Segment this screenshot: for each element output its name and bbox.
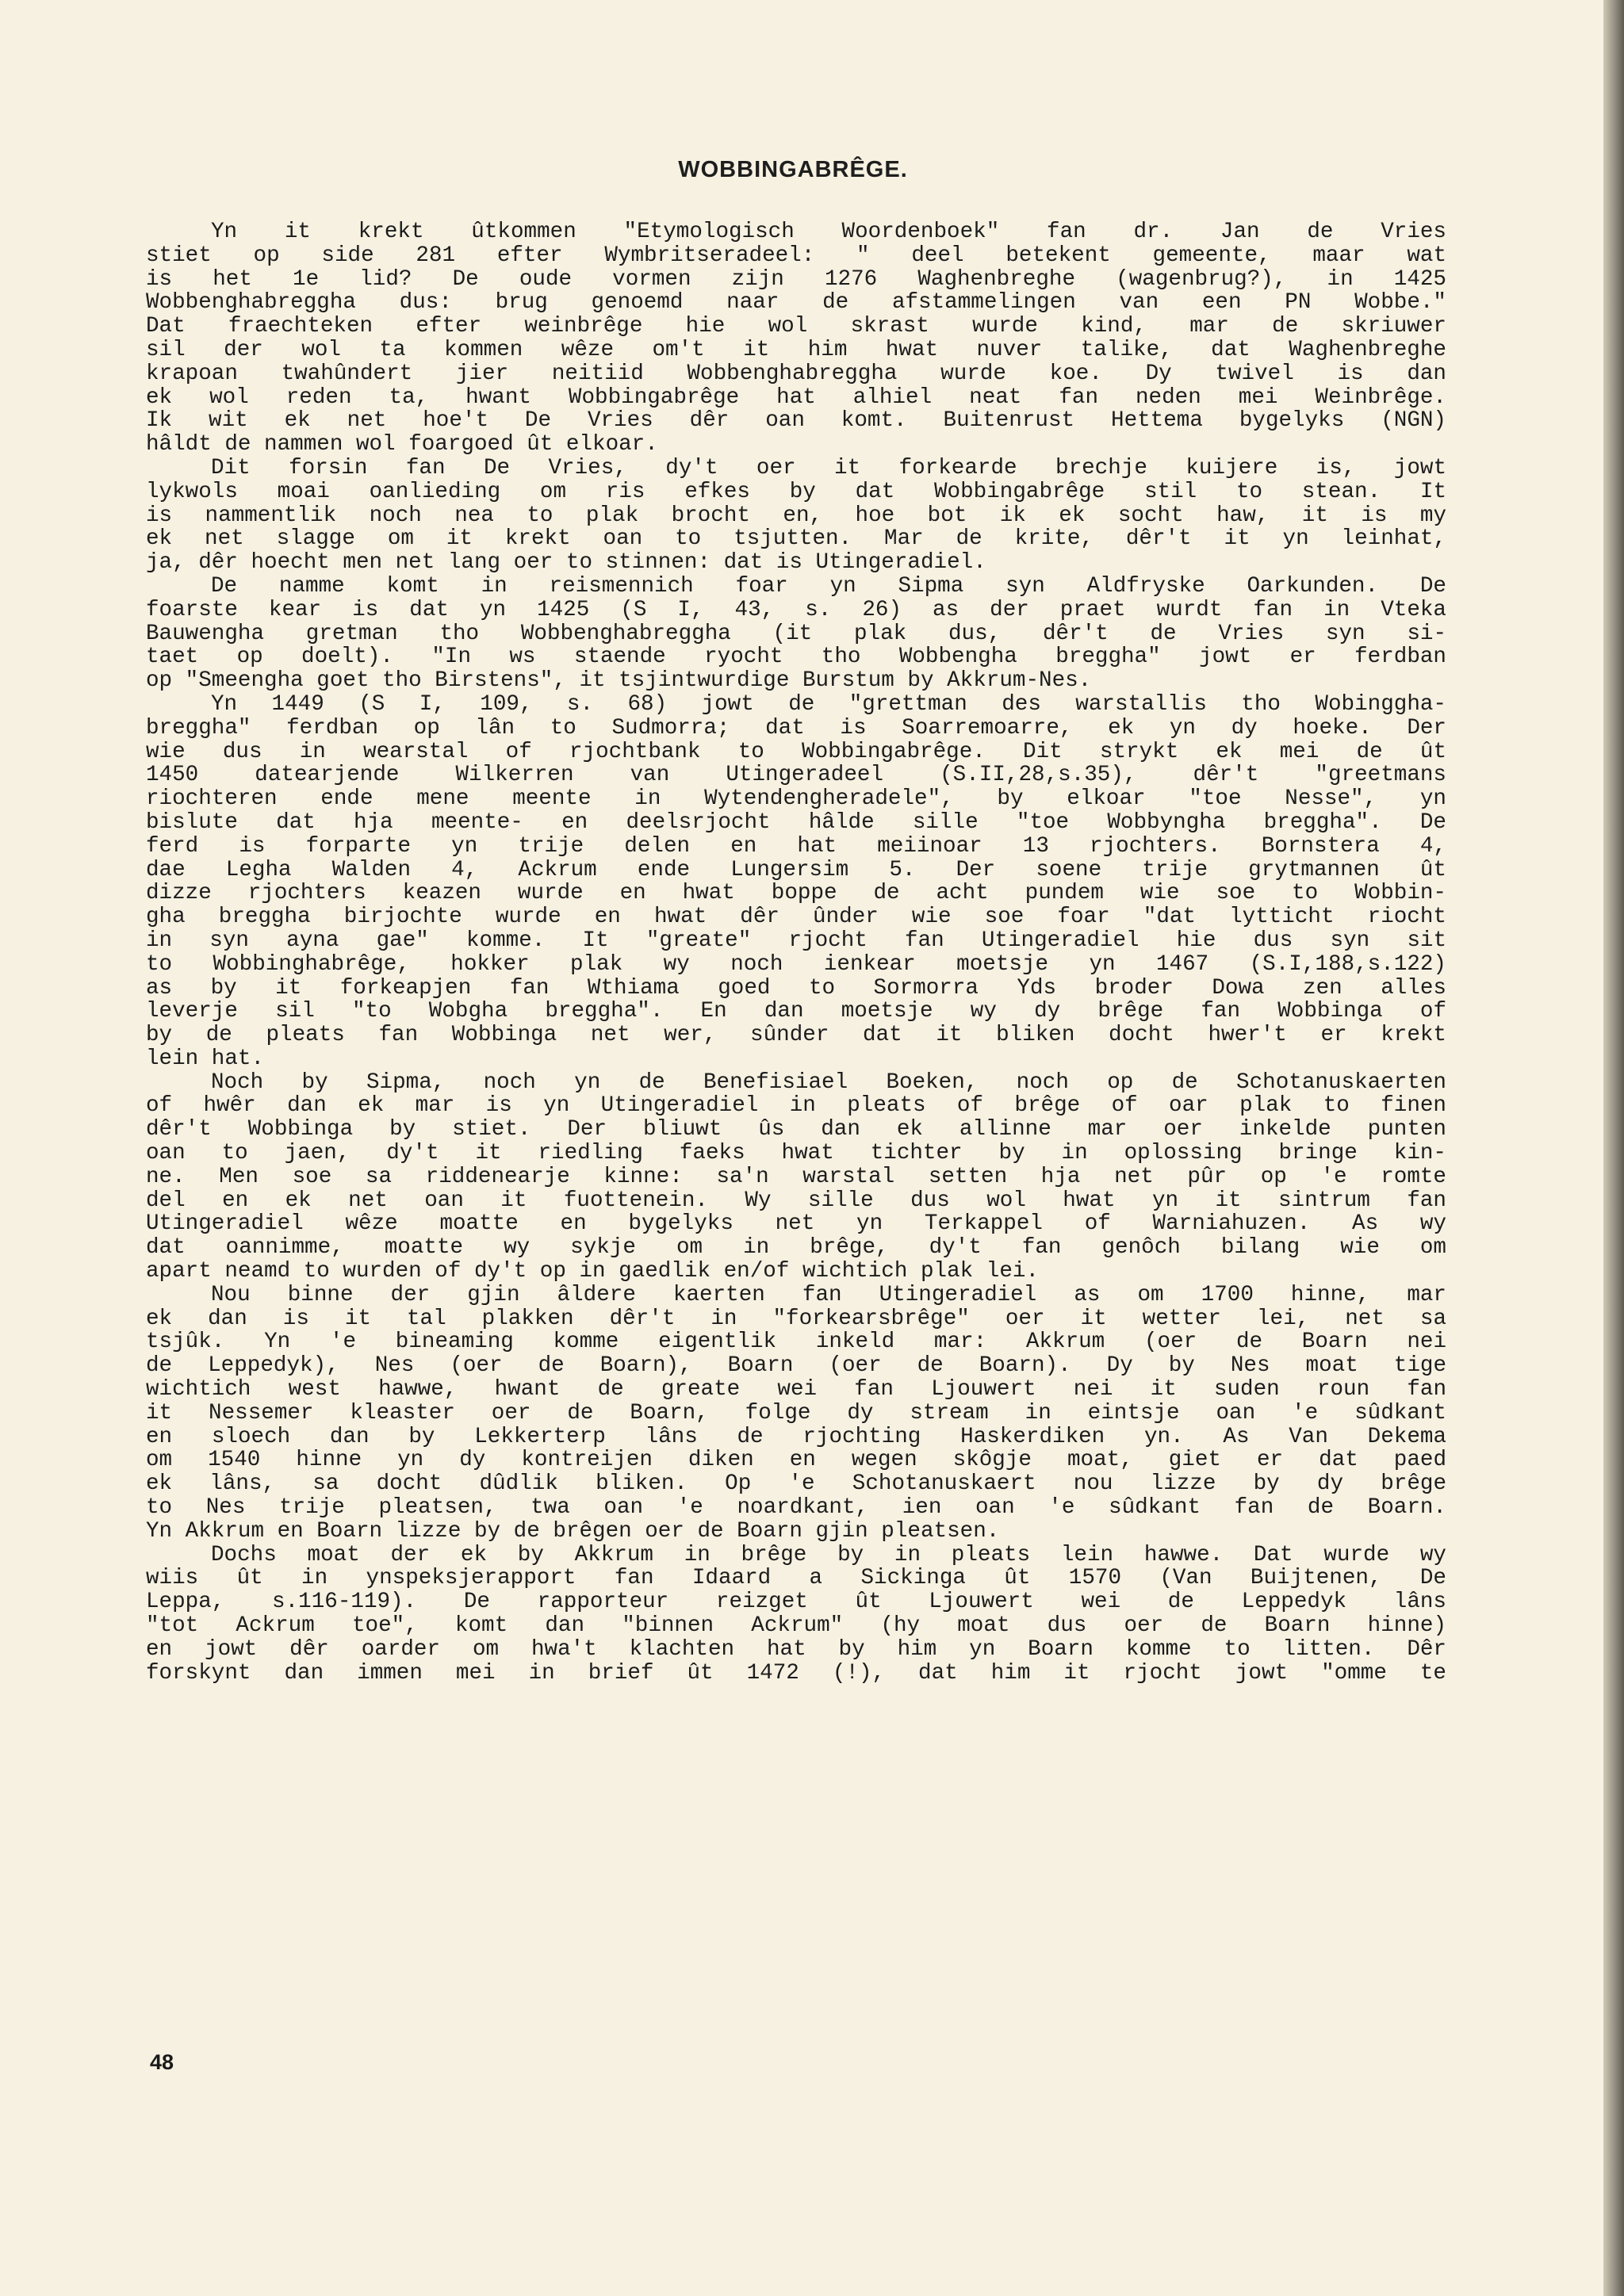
text-line: "tot Ackrum toe", komt dan "binnen Ackrum" (hy moat dus oer de Boarn hinne)	[146, 1614, 1446, 1638]
article-title: WOBBINGABRÊGE.	[678, 157, 908, 182]
text-line: wie dus in wearstal of rjochtbank to Wobbingabrêge. Dit strykt ek mei de ût	[146, 740, 1446, 764]
text-line: dizze rjochters keazen wurde en hwat boppe de acht pundem wie soe to Wobbin-	[146, 882, 1446, 906]
text-line: De namme komt in reismennich foar yn Sipma syn Aldfryske Oarkunden. De	[211, 574, 1446, 599]
text-line: Yn 1449 (S I, 109, s. 68) jowt de "grettman des warstallis tho Wobinggha-	[211, 692, 1446, 717]
text-line: en sloech dan by Lekkerterp lâns de rjochting Haskerdiken yn. As Van Dekema	[146, 1425, 1446, 1449]
text-line: wichtich west hawwe, hwant de greate wei fan Ljouwert nei it suden roun fan	[146, 1378, 1446, 1402]
text-line: Dochs moat der ek by Akkrum in brêge by in pleats lein hawwe. Dat wurde wy	[211, 1543, 1446, 1567]
text-line: krapoan twahûndert jier neitiid Wobbenghabreggha wurde koe. Dy twivel is dan	[146, 362, 1446, 386]
text-line: ek dan is it tal plakken dêr't in "forkearsbrêge" oer it wetter lei, net sa	[146, 1307, 1446, 1331]
text-line: foarste kear is dat yn 1425 (S I, 43, s. 26) as der praet wurdt fan in Vteka	[146, 598, 1446, 622]
text-line: dat oannimme, moatte wy sykje om in brêge, dy't fan genôch bilang wie om	[146, 1236, 1446, 1261]
text-line: bislute dat hja meente- en deelsrjocht hâlde sille "toe Wobbyngha breggha". De	[146, 810, 1446, 835]
article-body	[146, 220, 1446, 1685]
text-line: as by it forkeapjen fan Wthiama goed to Sormorra Yds broder Dowa zen alles	[146, 976, 1446, 1001]
text-line: hâldt de nammen wol foargoed ût elkoar.	[146, 433, 658, 457]
text-line: Wobbenghabreggha dus: brug genoemd naar de afstammelingen van een PN Wobbe."	[146, 291, 1446, 316]
text-line: Dit forsin fan De Vries, dy't oer it forkearde brechje kuijere is, jowt	[211, 456, 1446, 480]
text-line: in syn ayna gae" komme. It "greate" rjocht fan Utingeradiel hie dus syn sit	[146, 928, 1446, 953]
text-line: Noch by Sipma, noch yn de Benefisiael Boeken, noch op de Schotanuskaerten	[211, 1070, 1446, 1095]
text-line: ne. Men soe sa riddenearje kinne: sa'n warstal setten hja net pûr op 'e romte	[146, 1165, 1446, 1189]
text-line: stiet op side 281 efter Wymbritseradeel: " deel betekent gemeente, maar wat	[146, 243, 1446, 268]
text-line: forskynt dan immen mei in brief ût 1472 (!), dat him it rjocht jowt "omme te	[146, 1661, 1446, 1686]
text-line: om 1540 hinne yn dy kontreijen diken en wegen skôgje moat, giet er dat paed	[146, 1448, 1446, 1473]
text-line: Nou binne der gjin âldere kaerten fan Utingeradiel as om 1700 hinne, mar	[211, 1283, 1446, 1307]
text-line: ferd is forparte yn trije delen en hat meiinoar 13 rjochters. Bornstera 4,	[146, 834, 1446, 859]
text-line: Dat fraechteken efter weinbrêge hie wol skrast wurde kind, mar de skriuwer	[146, 315, 1446, 339]
text-line: to Wobbinghabrêge, hokker plak wy noch ienkear moetsje yn 1467 (S.I,188,s.122)	[146, 952, 1446, 977]
page-edge-shadow	[1603, 0, 1624, 2296]
text-line: is nammentlik noch nea to plak brocht en, hoe bot ik ek socht haw, it is my	[146, 503, 1446, 528]
page-number: 48	[150, 2050, 174, 2074]
text-line: Ik wit ek net hoe't De Vries dêr oan komt. Buitenrust Hettema bygelyks (NGN)	[146, 409, 1446, 434]
text-line: is het 1e lid? De oude vormen zijn 1276 Waghenbreghe (wagenbrug?), in 1425	[146, 267, 1446, 292]
text-line: tsjûk. Yn 'e bineaming komme eigentlik inkeld mar: Akkrum (oer de Boarn nei	[146, 1330, 1446, 1355]
text-line: ek net slagge om it krekt oan to tsjutten. Mar de krite, dêr't it yn leinhat,	[146, 527, 1446, 552]
text-line: lykwols moai oanlieding om ris efkes by dat Wobbingabrêge stil to stean. It	[146, 480, 1446, 504]
text-line: apart neamd to wurden of dy't op in gaedlik en/of wichtich plak lei.	[146, 1260, 1040, 1284]
text-line: leverje sil "to Wobgha breggha". En dan moetsje wy dy brêge fan Wobbinga of	[146, 1000, 1446, 1024]
text-line: de Leppedyk), Nes (oer de Boarn), Boarn (oer de Boarn). Dy by Nes moat tige	[146, 1354, 1446, 1379]
text-line: dêr't Wobbinga by stiet. Der bliuwt ûs dan ek allinne mar oer inkelde punten	[146, 1118, 1446, 1142]
text-line: Utingeradiel wêze moatte en bygelyks net yn Terkappel of Warniahuzen. As wy	[146, 1212, 1446, 1237]
text-line: Bauwengha gretman tho Wobbenghabreggha (it plak dus, dêr't de Vries syn si-	[146, 622, 1446, 646]
text-line: Yn Akkrum en Boarn lizze by de brêgen oer de Boarn gjin pleatsen.	[146, 1519, 1000, 1544]
text-line: to Nes trije pleatsen, twa oan 'e noardkant, ien oan 'e sûdkant fan de Boarn.	[146, 1496, 1446, 1520]
text-line: sil der wol ta kommen wêze om't it him hwat nuver talike, dat Waghenbreghe	[146, 338, 1446, 362]
text-line: lein hat.	[146, 1047, 265, 1071]
text-line: of hwêr dan ek mar is yn Utingeradiel in pleats of brêge of oar plak to finen	[146, 1094, 1446, 1119]
text-line: del en ek net oan it fuottenein. Wy sille dus wol hwat yn it sintrum fan	[146, 1188, 1446, 1213]
text-line: 1450 datearjende Wilkerren van Utingeradeel (S.II,28,s.35), dêr't "greetmans	[146, 763, 1446, 788]
text-line: Yn it krekt ûtkommen "Etymologisch Woordenboek" fan dr. Jan de Vries	[211, 220, 1446, 244]
text-line: dae Legha Walden 4, Ackrum ende Lungersim 5. Der soene trije grytmannen ût	[146, 858, 1446, 882]
text-line: op "Smeengha goet tho Birstens", it tsjintwurdige Burstum by Akkrum-Nes.	[146, 669, 1092, 693]
text-line: gha breggha birjochte wurde en hwat dêr ûnder wie soe foar "dat lytticht riocht	[146, 905, 1446, 929]
text-line: breggha" ferdban op lân to Sudmorra; dat is Soarremoarre, ek yn dy hoeke. Der	[146, 716, 1446, 740]
text-line: Leppa, s.116-119). De rapporteur reizget ût Ljouwert wei de Leppedyk lâns	[146, 1590, 1446, 1615]
text-line: ek wol reden ta, hwant Wobbingabrêge hat alhiel neat fan neden mei Weinbrêge.	[146, 385, 1446, 410]
text-line: oan to jaen, dy't it riedling faeks hwat tichter by in oplossing bringe kin-	[146, 1142, 1446, 1165]
text-line: riochteren ende mene meente in Wytendengheradele", by elkoar "toe Nesse", yn	[146, 787, 1446, 811]
text-line: by de pleats fan Wobbinga net wer, sûnder dat it bliken docht hwer't er krekt	[146, 1024, 1446, 1047]
text-line: en jowt dêr oarder om hwa't klachten hat by him yn Boarn komme to litten. Dêr	[146, 1637, 1446, 1662]
text-line: ek lâns, sa docht dûdlik bliken. Op 'e Schotanuskaert nou lizze by dy brêge	[146, 1472, 1446, 1497]
text-line: ja, dêr hoecht men net lang oer to stinnen: dat is Utingeradiel.	[146, 551, 986, 575]
text-line: taet op doelt). "In ws staende ryocht tho Wobbengha breggha" jowt er ferdban	[146, 645, 1446, 670]
text-line: it Nessemer kleaster oer de Boarn, folge dy stream in eintsje oan 'e sûdkant	[146, 1401, 1446, 1425]
text-line: wiis ût in ynspeksjerapport fan Idaard a Sickinga ût 1570 (Van Buijtenen, De	[146, 1567, 1446, 1591]
